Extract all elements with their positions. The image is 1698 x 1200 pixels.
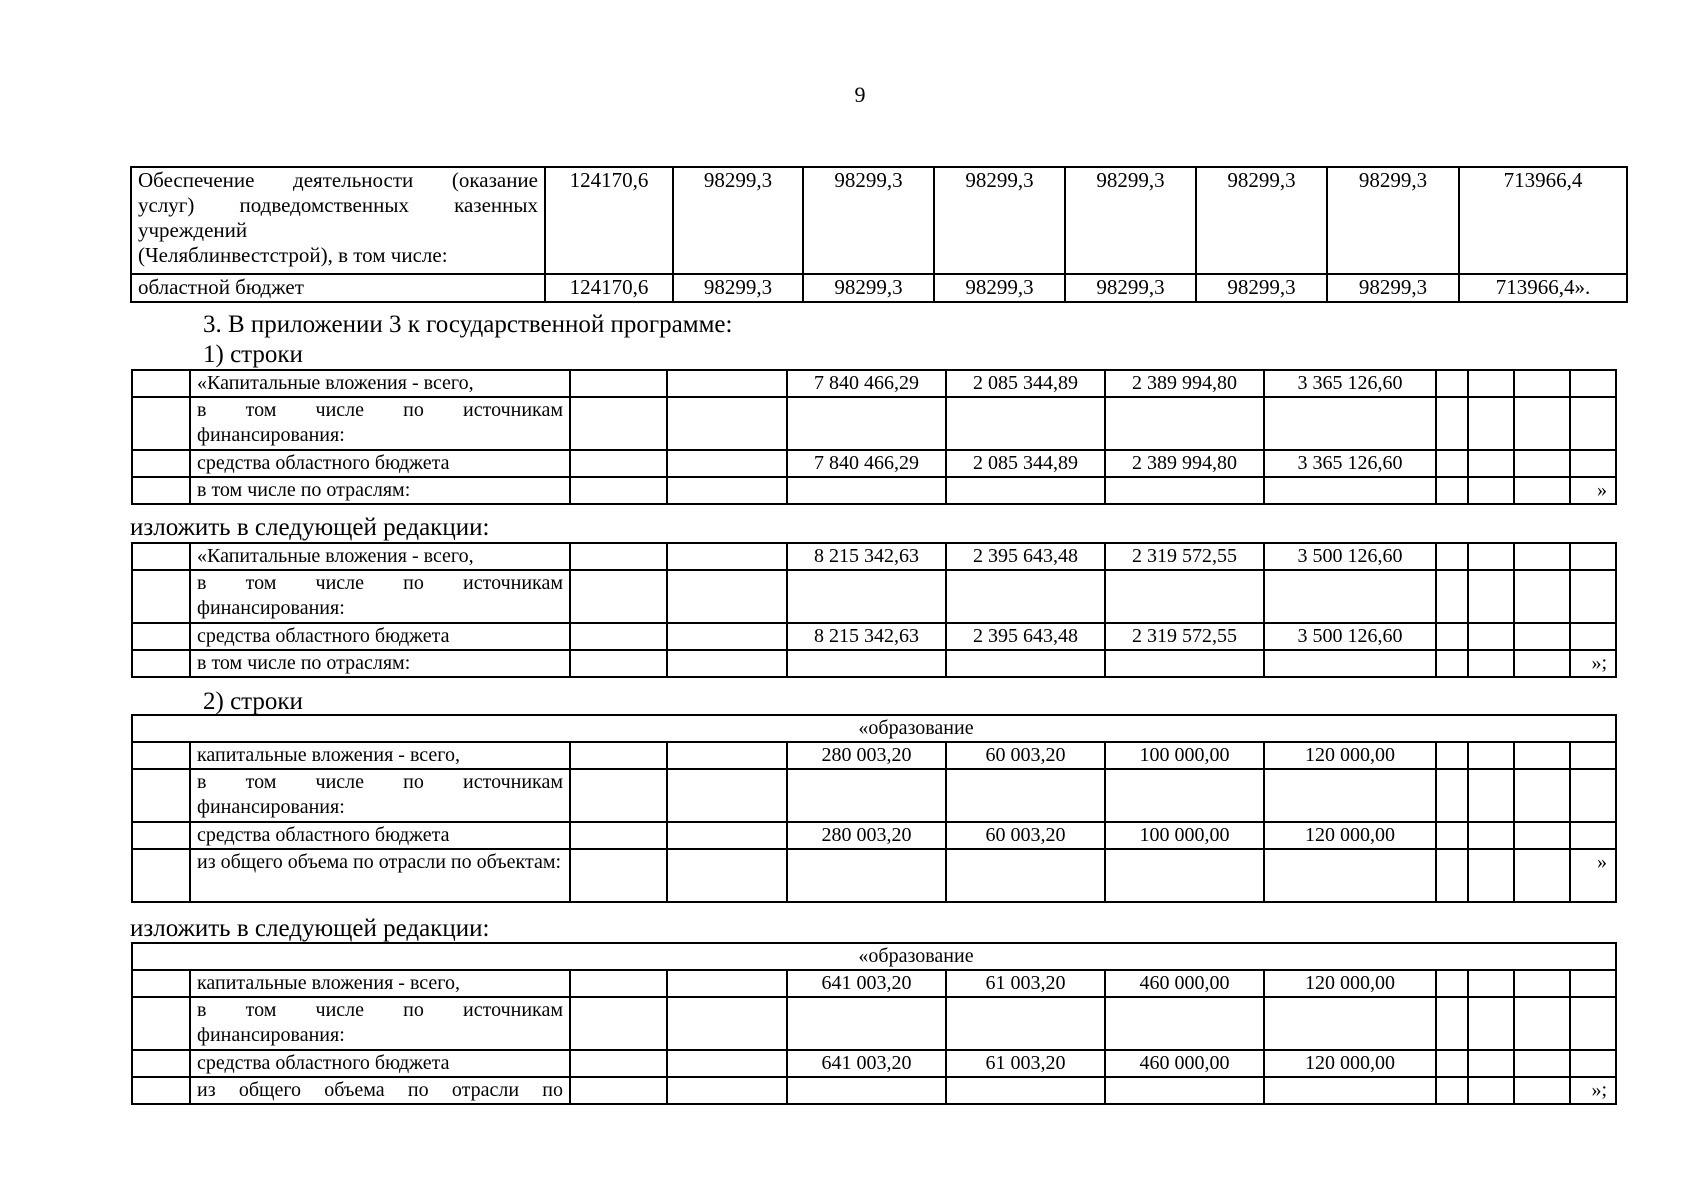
table-row bbox=[131, 167, 1627, 274]
cell: 2 389 994,80 bbox=[1105, 370, 1264, 397]
cell bbox=[1570, 450, 1616, 477]
cell bbox=[787, 1077, 946, 1104]
cell: 98299,3 bbox=[803, 167, 934, 274]
cell: 98299,3 bbox=[1065, 274, 1196, 302]
table-row bbox=[132, 397, 1616, 450]
row-label: капитальные вложения - всего, bbox=[190, 742, 570, 769]
cell: 60 003,20 bbox=[946, 822, 1105, 849]
replace-heading: изложить в следующей редакции: bbox=[130, 514, 490, 541]
education-table-new bbox=[131, 942, 1617, 1105]
cell: »; bbox=[1570, 1077, 1616, 1104]
cell: » bbox=[1570, 477, 1616, 504]
cell: 98299,3 bbox=[934, 167, 1065, 274]
row-label: средства областного бюджета bbox=[190, 623, 570, 650]
cell: 61 003,20 bbox=[946, 1050, 1105, 1077]
row-label: из общего объема по отрасли по bbox=[190, 1077, 570, 1104]
row-label bbox=[131, 167, 545, 274]
cell: 713966,4 bbox=[1459, 167, 1627, 274]
cell: 2 389 994,80 bbox=[1105, 450, 1264, 477]
cell: 2 319 572,55 bbox=[1105, 543, 1264, 570]
table-row bbox=[132, 943, 1616, 970]
cell: 3 365 126,60 bbox=[1264, 370, 1436, 397]
cell bbox=[1570, 370, 1616, 397]
table-row bbox=[132, 769, 1616, 822]
cell bbox=[946, 1077, 1105, 1104]
cell bbox=[1105, 477, 1264, 504]
cell: 98299,3 bbox=[1196, 167, 1327, 274]
cell bbox=[1570, 997, 1616, 1050]
row-label: капитальные вложения - всего, bbox=[190, 970, 570, 997]
section-header: «образование bbox=[132, 715, 1616, 742]
cell bbox=[787, 650, 946, 677]
table-row bbox=[132, 650, 1616, 677]
cell: 2 319 572,55 bbox=[1105, 623, 1264, 650]
row-label: из общего объема по отрасли по объектам: bbox=[190, 849, 570, 902]
row-label: в том числе по источникам финансирования: bbox=[190, 397, 570, 450]
label-line: (Челяблинвестстрой), в том числе: bbox=[138, 243, 448, 267]
cell bbox=[1264, 650, 1436, 677]
row-label: в том числе по отраслям: bbox=[190, 477, 570, 504]
cell: 100 000,00 bbox=[1105, 822, 1264, 849]
cell: 124170,6 bbox=[545, 167, 673, 274]
capital-investment-table-new bbox=[131, 542, 1617, 678]
cell bbox=[946, 997, 1105, 1050]
cell: 641 003,20 bbox=[787, 1050, 946, 1077]
cell: 98299,3 bbox=[1196, 274, 1327, 302]
row-label: в том числе по источникам финансирования: bbox=[190, 570, 570, 623]
cell: 120 000,00 bbox=[1264, 822, 1436, 849]
cell bbox=[1264, 849, 1436, 902]
cell bbox=[1570, 769, 1616, 822]
cell: 2 395 643,48 bbox=[946, 623, 1105, 650]
label-line: услуг) подведомственных казенных bbox=[138, 193, 538, 217]
cell bbox=[946, 650, 1105, 677]
cell bbox=[1105, 997, 1264, 1050]
cell: 8 215 342,63 bbox=[787, 543, 946, 570]
table-row bbox=[132, 970, 1616, 997]
cell: 98299,3 bbox=[1327, 167, 1459, 274]
cell: 98299,3 bbox=[803, 274, 934, 302]
cell: 7 840 466,29 bbox=[787, 450, 946, 477]
row-label: средства областного бюджета bbox=[190, 1050, 570, 1077]
cell: 3 500 126,60 bbox=[1264, 543, 1436, 570]
cell: 460 000,00 bbox=[1105, 970, 1264, 997]
row-label: «Капитальные вложения - всего, bbox=[190, 543, 570, 570]
cell: 2 395 643,48 bbox=[946, 543, 1105, 570]
cell bbox=[787, 477, 946, 504]
cell bbox=[1570, 970, 1616, 997]
cell bbox=[946, 769, 1105, 822]
cell bbox=[1105, 849, 1264, 902]
cell: 60 003,20 bbox=[946, 742, 1105, 769]
cell bbox=[1570, 543, 1616, 570]
cell: 98299,3 bbox=[673, 274, 803, 302]
cell bbox=[787, 997, 946, 1050]
cell bbox=[1570, 570, 1616, 623]
cell: 120 000,00 bbox=[1264, 970, 1436, 997]
table-row bbox=[132, 570, 1616, 623]
table-row bbox=[131, 274, 1627, 302]
cell: 280 003,20 bbox=[787, 822, 946, 849]
table-row bbox=[132, 477, 1616, 504]
table-row bbox=[132, 1077, 1616, 1104]
table-row bbox=[132, 370, 1616, 397]
row-label: в том числе по источникам финансирования: bbox=[190, 769, 570, 822]
label-line: учреждений bbox=[138, 218, 248, 242]
row-label: в том числе по отраслям: bbox=[190, 650, 570, 677]
cell bbox=[946, 849, 1105, 902]
cell: 713966,4». bbox=[1459, 274, 1627, 302]
cell: 280 003,20 bbox=[787, 742, 946, 769]
cell: 8 215 342,63 bbox=[787, 623, 946, 650]
label-line: Обеспечение деятельности (оказание bbox=[138, 168, 538, 192]
cell bbox=[1570, 397, 1616, 450]
cell: 61 003,20 bbox=[946, 970, 1105, 997]
row-label: «Капитальные вложения - всего, bbox=[190, 370, 570, 397]
cell bbox=[1105, 570, 1264, 623]
cell: 460 000,00 bbox=[1105, 1050, 1264, 1077]
item-heading: 1) строки bbox=[203, 341, 303, 368]
cell: 124170,6 bbox=[545, 274, 673, 302]
cell bbox=[1105, 397, 1264, 450]
cell: 7 840 466,29 bbox=[787, 370, 946, 397]
cell: 98299,3 bbox=[1327, 274, 1459, 302]
cell bbox=[946, 397, 1105, 450]
table-row bbox=[132, 450, 1616, 477]
row-label: областной бюджет bbox=[131, 274, 545, 302]
row-label: средства областного бюджета bbox=[190, 450, 570, 477]
cell: 2 085 344,89 bbox=[946, 450, 1105, 477]
cell bbox=[787, 849, 946, 902]
table-row bbox=[132, 997, 1616, 1050]
cell bbox=[1264, 769, 1436, 822]
cell: 120 000,00 bbox=[1264, 1050, 1436, 1077]
budget-table bbox=[130, 166, 1628, 303]
replace-heading: изложить в следующей редакции: bbox=[130, 915, 490, 942]
table-row bbox=[132, 543, 1616, 570]
cell bbox=[1105, 650, 1264, 677]
section-header: «образование bbox=[132, 943, 1616, 970]
education-table-old bbox=[131, 714, 1617, 903]
cell bbox=[1264, 997, 1436, 1050]
cell bbox=[1570, 822, 1616, 849]
capital-investment-table-old bbox=[131, 369, 1617, 505]
cell bbox=[1264, 1077, 1436, 1104]
cell bbox=[787, 397, 946, 450]
table-row bbox=[132, 1050, 1616, 1077]
item-heading: 2) строки bbox=[203, 688, 303, 715]
cell: 98299,3 bbox=[1065, 167, 1196, 274]
cell bbox=[787, 570, 946, 623]
cell: » bbox=[1570, 849, 1616, 902]
cell bbox=[1264, 477, 1436, 504]
cell: 3 365 126,60 bbox=[1264, 450, 1436, 477]
cell bbox=[1570, 742, 1616, 769]
cell: 100 000,00 bbox=[1105, 742, 1264, 769]
table-row bbox=[132, 742, 1616, 769]
page-number: 9 bbox=[854, 82, 866, 107]
row-label: средства областного бюджета bbox=[190, 822, 570, 849]
row-label: в том числе по источникам финансирования: bbox=[190, 997, 570, 1050]
cell bbox=[1570, 1050, 1616, 1077]
table-row bbox=[132, 623, 1616, 650]
cell bbox=[1105, 769, 1264, 822]
cell: »; bbox=[1570, 650, 1616, 677]
cell: 98299,3 bbox=[934, 274, 1065, 302]
cell: 3 500 126,60 bbox=[1264, 623, 1436, 650]
cell: 98299,3 bbox=[673, 167, 803, 274]
cell: 641 003,20 bbox=[787, 970, 946, 997]
cell bbox=[1570, 623, 1616, 650]
section-heading: 3. В приложении 3 к государственной программе: bbox=[203, 311, 733, 338]
table-row bbox=[132, 822, 1616, 849]
cell bbox=[787, 769, 946, 822]
cell bbox=[946, 570, 1105, 623]
table-row bbox=[132, 849, 1616, 902]
cell bbox=[1105, 1077, 1264, 1104]
cell: 120 000,00 bbox=[1264, 742, 1436, 769]
cell: 2 085 344,89 bbox=[946, 370, 1105, 397]
cell bbox=[1264, 570, 1436, 623]
table-row bbox=[132, 715, 1616, 742]
cell bbox=[946, 477, 1105, 504]
cell bbox=[1264, 397, 1436, 450]
